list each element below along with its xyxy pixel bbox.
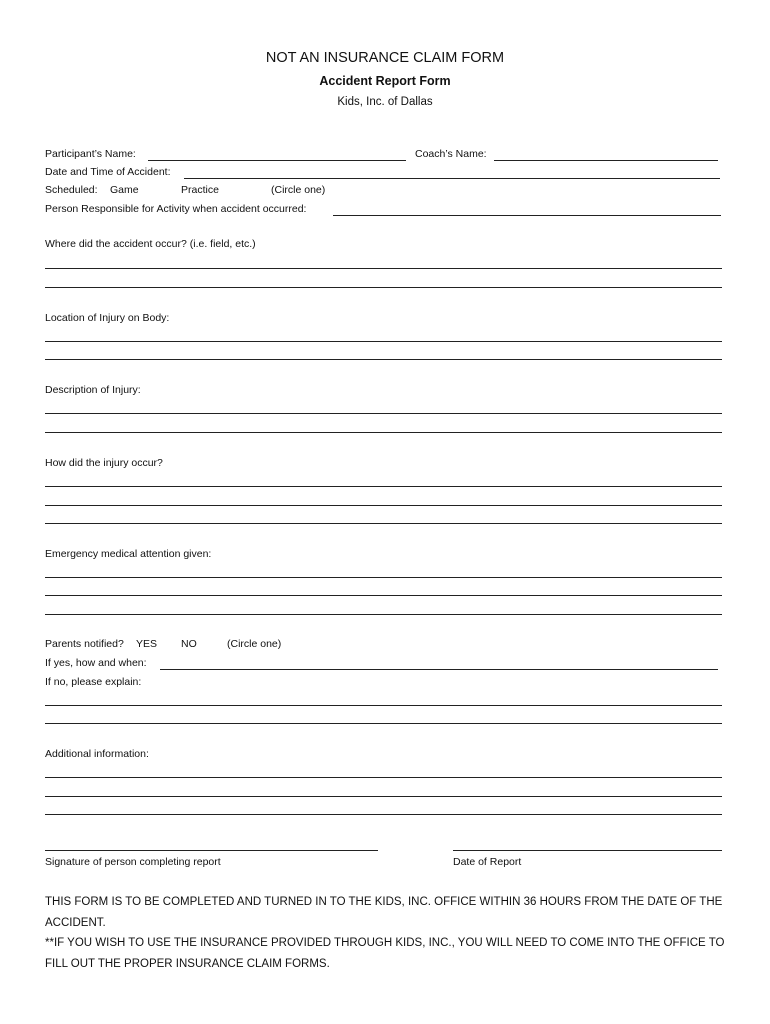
if-yes-label: If yes, how and when: bbox=[45, 657, 147, 669]
coach-name-label: Coach’s Name: bbox=[415, 148, 487, 160]
if-no-line-1[interactable] bbox=[45, 705, 722, 706]
signature-field[interactable] bbox=[45, 850, 378, 851]
how-line-2[interactable] bbox=[45, 505, 722, 506]
if-yes-field[interactable] bbox=[160, 669, 718, 670]
date-of-report-label: Date of Report bbox=[453, 856, 522, 868]
emergency-line-2[interactable] bbox=[45, 595, 722, 596]
additional-line-1[interactable] bbox=[45, 777, 722, 778]
scheduled-option-game[interactable]: Game bbox=[110, 184, 139, 196]
parents-notified-label: Parents notified? bbox=[45, 638, 124, 650]
person-responsible-field[interactable] bbox=[333, 215, 721, 216]
person-responsible-label: Person Responsible for Activity when accident occurred: bbox=[45, 203, 307, 215]
submission-notice: THIS FORM IS TO BE COMPLETED AND TURNED IN TO THE KIDS, INC. OFFICE WITHIN 36 HOURS FROM THE DATE OF THE ACCIDENT. bbox=[45, 896, 723, 929]
location-line-1[interactable] bbox=[45, 341, 722, 342]
scheduled-label: Scheduled: bbox=[45, 184, 98, 196]
description-line-2[interactable] bbox=[45, 432, 722, 433]
signature-label: Signature of person completing report bbox=[45, 856, 221, 868]
additional-line-3[interactable] bbox=[45, 814, 722, 815]
scheduled-option-practice[interactable]: Practice bbox=[181, 184, 219, 196]
emergency-line-1[interactable] bbox=[45, 577, 722, 578]
organization-name: Kids, Inc. of Dallas bbox=[337, 96, 433, 108]
date-time-field[interactable] bbox=[184, 178, 720, 179]
how-line-3[interactable] bbox=[45, 523, 722, 524]
additional-line-2[interactable] bbox=[45, 796, 722, 797]
parents-yes-option[interactable]: YES bbox=[136, 638, 158, 650]
insurance-notice: **IF YOU WISH TO USE THE INSURANCE PROVIDED THROUGH KIDS, INC., YOU WILL NEED TO COME INTO THE OFFICE TO FILL OUT THE PROPER INSURANCE CLAIM FORMS. bbox=[45, 937, 725, 970]
where-line-2[interactable] bbox=[45, 287, 722, 288]
form-heading: NOT AN INSURANCE CLAIM FORM bbox=[265, 50, 505, 66]
location-label: Location of Injury on Body: bbox=[45, 312, 170, 324]
description-line-1[interactable] bbox=[45, 413, 722, 414]
where-label: Where did the accident occur? (i.e. field, etc.) bbox=[45, 238, 256, 250]
additional-info-label: Additional information: bbox=[45, 748, 149, 760]
date-of-report-field[interactable] bbox=[453, 850, 722, 851]
parents-hint: (Circle one) bbox=[227, 638, 282, 650]
parents-no-option[interactable]: NO bbox=[181, 638, 197, 650]
coach-name-field[interactable] bbox=[494, 160, 718, 161]
date-time-label: Date and Time of Accident: bbox=[45, 166, 171, 178]
description-label: Description of Injury: bbox=[45, 384, 141, 396]
participant-name-label: Participant’s Name: bbox=[45, 148, 136, 160]
emergency-line-3[interactable] bbox=[45, 614, 722, 615]
scheduled-hint: (Circle one) bbox=[271, 184, 326, 196]
form-title: Accident Report Form bbox=[319, 74, 451, 88]
participant-name-field[interactable] bbox=[148, 160, 406, 161]
how-label: How did the injury occur? bbox=[45, 457, 163, 469]
how-line-1[interactable] bbox=[45, 486, 722, 487]
emergency-label: Emergency medical attention given: bbox=[45, 548, 212, 560]
if-no-line-2[interactable] bbox=[45, 723, 722, 724]
if-no-label: If no, please explain: bbox=[45, 676, 142, 688]
location-line-2[interactable] bbox=[45, 359, 722, 360]
where-line-1[interactable] bbox=[45, 268, 722, 269]
